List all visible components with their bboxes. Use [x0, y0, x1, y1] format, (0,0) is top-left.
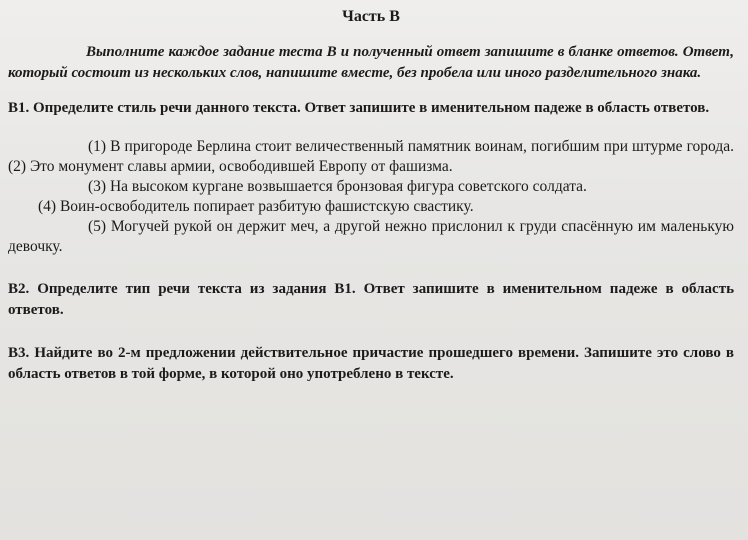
section-title: Часть В	[342, 8, 400, 25]
passage-paragraph-4: (5) Могучей рукой он держит меч, а другой нежно прислонил к груди спасённую им маленькую девочку.	[8, 218, 734, 255]
task-b3-label: В3.	[8, 345, 30, 361]
task-b1-heading	[8, 98, 734, 119]
instructions-paragraph: Выполните каждое задание теста В и полученный ответ запишите в бланке ответов. Ответ, который состоит из нескольких слов, напишите вместе, без пробела или иного разделительного знака.	[8, 44, 734, 81]
task-b1-label: В1.	[8, 100, 30, 116]
task-b3-text: Найдите во 2-м предложении действительное причастие прошедшего времени. Запишите это слово в область ответов в той форме, в которой оно употреблено в тексте.	[8, 345, 735, 382]
task-b2-text: Определите тип речи текста из задания В1. Ответ запишите в именительном падеже в область ответов.	[8, 281, 735, 318]
passage-paragraph-1: (1) В пригороде Берлина стоит величественный памятник воинам, погибшим при штурме города. (2) Это монумент славы армии, освободившей Европу от фашизма.	[8, 138, 734, 175]
task-b2-heading	[8, 279, 734, 321]
task-b1	[8, 98, 734, 257]
task-b3-heading	[8, 343, 734, 385]
passage-paragraph-3: (4) Воин-освободитель попирает разбитую фашистскую свастику.	[38, 198, 474, 215]
task-b2	[8, 279, 734, 321]
task-b1-text: Определите стиль речи данного текста. Ответ запишите в именительном падеже в область ответов.	[33, 100, 710, 116]
task-b2-label: В2.	[8, 281, 30, 297]
source-text-passage	[8, 137, 734, 257]
task-b3	[8, 343, 734, 385]
passage-paragraph-2: (3) На высоком кургане возвышается бронзовая фигура советского солдата.	[88, 178, 587, 195]
